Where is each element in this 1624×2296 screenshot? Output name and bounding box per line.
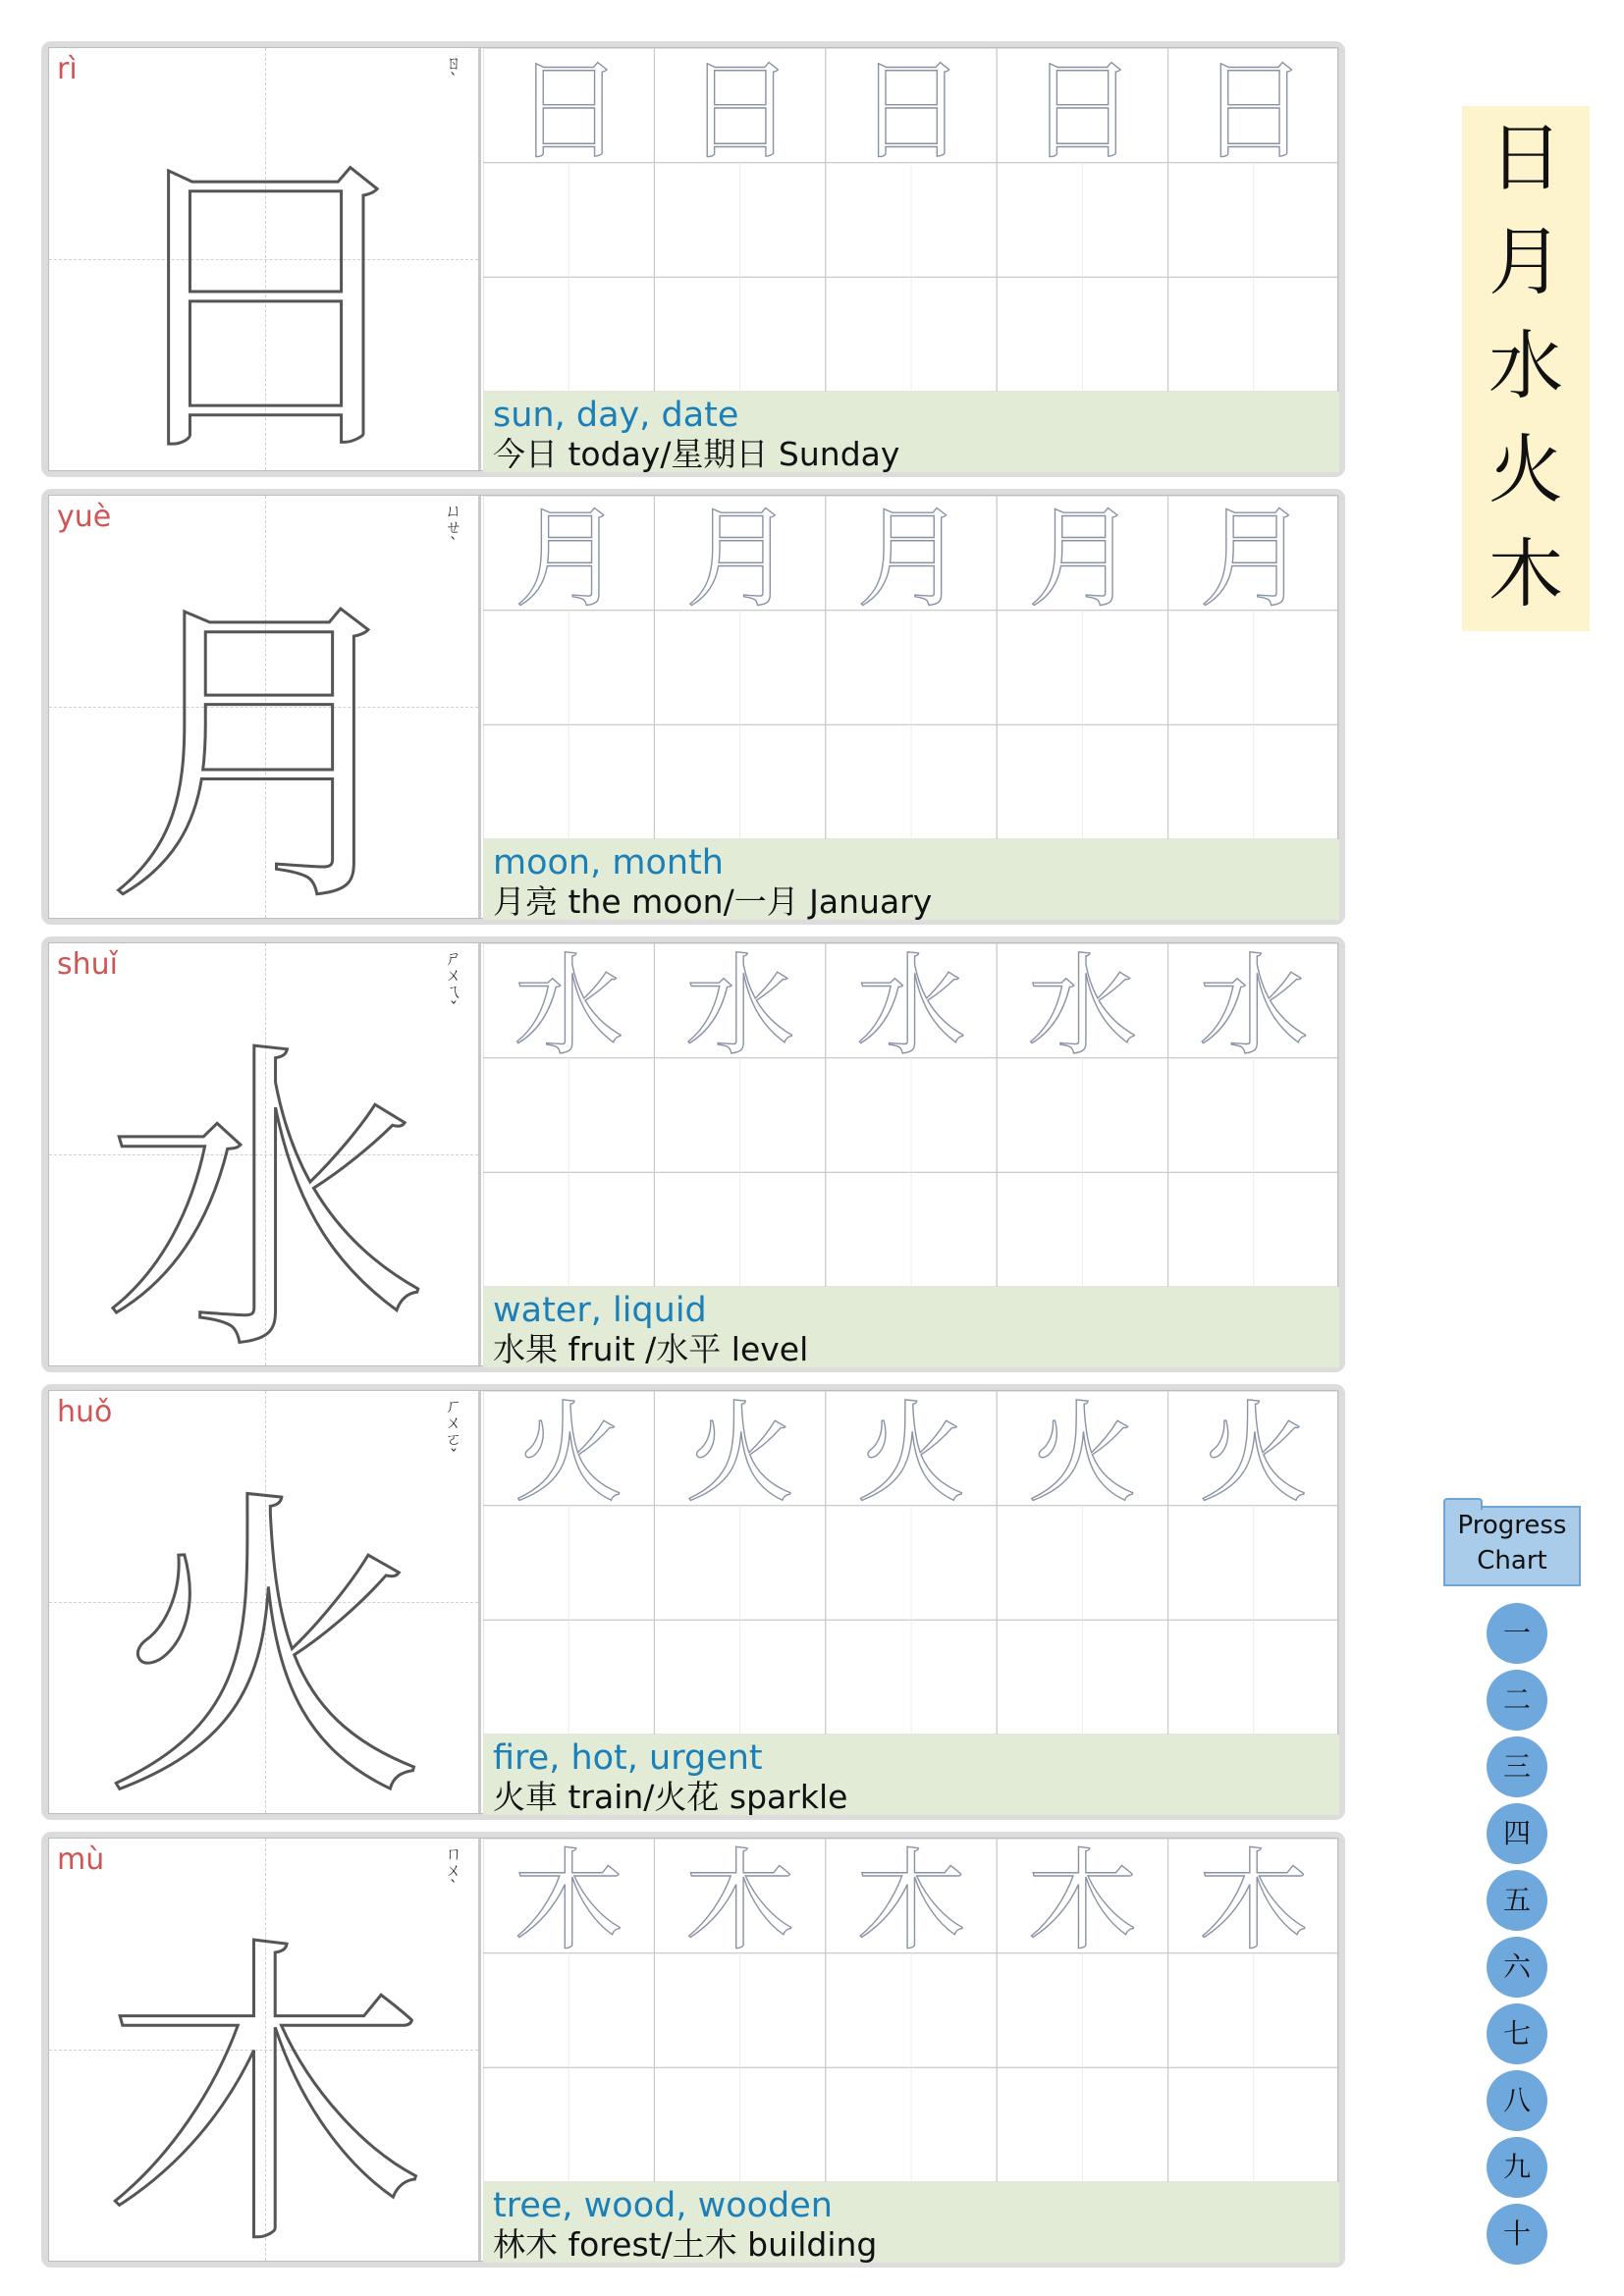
zhuyin: ㄩㄝˋ xyxy=(445,502,462,555)
meaning-text: tree, wood, wooden xyxy=(493,2186,833,2225)
meaning-box xyxy=(483,1735,1339,1815)
practice-grid[interactable] xyxy=(483,1839,1339,2182)
stroke-order-cell xyxy=(49,496,481,918)
trace-character: 日 xyxy=(1027,48,1138,176)
progress-step[interactable]: 十 xyxy=(1487,2204,1547,2265)
trace-character: 水 xyxy=(1027,943,1138,1071)
meaning-text: moon, month xyxy=(493,843,724,882)
big-character xyxy=(49,48,481,470)
trace-character: 木 xyxy=(684,1839,795,1966)
pinyin: mù xyxy=(57,1842,105,1877)
pinyin: shuǐ xyxy=(57,947,118,982)
trace-character: 月 xyxy=(684,496,795,623)
trace-character: 木 xyxy=(856,1839,966,1966)
stroke-order-cell xyxy=(49,48,481,470)
title-char: 月 xyxy=(1489,218,1563,305)
trace-character: 火 xyxy=(514,1391,624,1519)
progress-label-line1: Progress xyxy=(1457,1511,1567,1540)
character-card xyxy=(41,1384,1345,1820)
svg-text:火: 火 xyxy=(103,1464,427,1813)
meaning-box xyxy=(483,839,1339,920)
trace-character: 火 xyxy=(1027,1391,1138,1519)
progress-step[interactable]: 五 xyxy=(1487,1870,1547,1931)
title-char: 日 xyxy=(1489,114,1563,201)
trace-character: 木 xyxy=(1027,1839,1138,1966)
zhuyin: ㄕㄨㄟˇ xyxy=(445,949,462,1019)
pinyin: rì xyxy=(57,52,78,86)
character-card xyxy=(41,41,1345,477)
trace-character: 月 xyxy=(1198,496,1309,623)
practice-grid[interactable] xyxy=(483,496,1339,839)
pinyin: huǒ xyxy=(57,1395,113,1429)
progress-step[interactable]: 六 xyxy=(1487,1937,1547,1998)
example-words: 水果 fruit /水平 level xyxy=(493,1330,809,1368)
trace-character: 日 xyxy=(514,48,624,176)
svg-text:日: 日 xyxy=(103,121,427,470)
trace-character: 日 xyxy=(856,48,966,176)
trace-character: 月 xyxy=(856,496,966,623)
big-character xyxy=(49,1839,481,2261)
progress-list xyxy=(1487,1603,1547,2270)
big-character xyxy=(49,943,481,1365)
trace-character: 水 xyxy=(514,943,624,1071)
title-box xyxy=(1462,106,1590,631)
practice-grid[interactable] xyxy=(483,1391,1339,1735)
big-character xyxy=(49,496,481,918)
trace-character: 木 xyxy=(514,1839,624,1966)
trace-character: 日 xyxy=(684,48,795,176)
meaning-box xyxy=(483,1287,1339,1367)
practice-grid[interactable] xyxy=(483,48,1339,392)
trace-character: 水 xyxy=(1198,943,1309,1071)
trace-character: 月 xyxy=(1027,496,1138,623)
practice-grid[interactable] xyxy=(483,943,1339,1287)
progress-step[interactable]: 一 xyxy=(1487,1603,1547,1664)
example-words: 今日 today/星期日 Sunday xyxy=(493,435,900,473)
svg-text:水: 水 xyxy=(103,1016,427,1365)
progress-step[interactable]: 八 xyxy=(1487,2070,1547,2131)
character-card xyxy=(41,489,1345,925)
meaning-box xyxy=(483,392,1339,472)
progress-step[interactable]: 九 xyxy=(1487,2137,1547,2198)
progress-step[interactable]: 三 xyxy=(1487,1736,1547,1797)
trace-character: 火 xyxy=(856,1391,966,1519)
trace-character: 日 xyxy=(1198,48,1309,176)
pinyin: yuè xyxy=(57,500,112,534)
progress-chart-label xyxy=(1443,1506,1581,1586)
big-character xyxy=(49,1391,481,1813)
meaning-box xyxy=(483,2182,1339,2263)
title-char: 木 xyxy=(1489,530,1563,617)
meaning-text: sun, day, date xyxy=(493,396,739,435)
stroke-order-cell xyxy=(49,943,481,1365)
stroke-order-cell xyxy=(49,1391,481,1813)
meaning-text: fire, hot, urgent xyxy=(493,1738,763,1778)
zhuyin: ㄇㄨˋ xyxy=(445,1844,462,1897)
stroke-order-cell xyxy=(49,1839,481,2261)
zhuyin: ㄖˋ xyxy=(445,54,462,90)
trace-character: 木 xyxy=(1198,1839,1309,1966)
trace-character: 月 xyxy=(514,496,624,623)
title-char: 水 xyxy=(1489,322,1563,409)
character-card xyxy=(41,1832,1345,2268)
svg-text:木: 木 xyxy=(103,1911,427,2261)
trace-character: 火 xyxy=(684,1391,795,1519)
character-card xyxy=(41,936,1345,1372)
progress-step[interactable]: 二 xyxy=(1487,1670,1547,1731)
zhuyin: ㄏㄨㄛˇ xyxy=(445,1397,462,1467)
trace-character: 水 xyxy=(856,943,966,1071)
progress-step[interactable]: 四 xyxy=(1487,1803,1547,1864)
example-words: 月亮 the moon/一月 January xyxy=(493,882,933,921)
example-words: 火車 train/火花 sparkle xyxy=(493,1778,848,1816)
trace-character: 火 xyxy=(1198,1391,1309,1519)
progress-step[interactable]: 七 xyxy=(1487,2003,1547,2064)
title-char: 火 xyxy=(1489,426,1563,513)
progress-label-line2: Chart xyxy=(1477,1546,1547,1575)
svg-text:月: 月 xyxy=(103,568,427,918)
meaning-text: water, liquid xyxy=(493,1291,707,1330)
example-words: 林木 forest/土木 building xyxy=(493,2225,878,2264)
trace-character: 水 xyxy=(684,943,795,1071)
